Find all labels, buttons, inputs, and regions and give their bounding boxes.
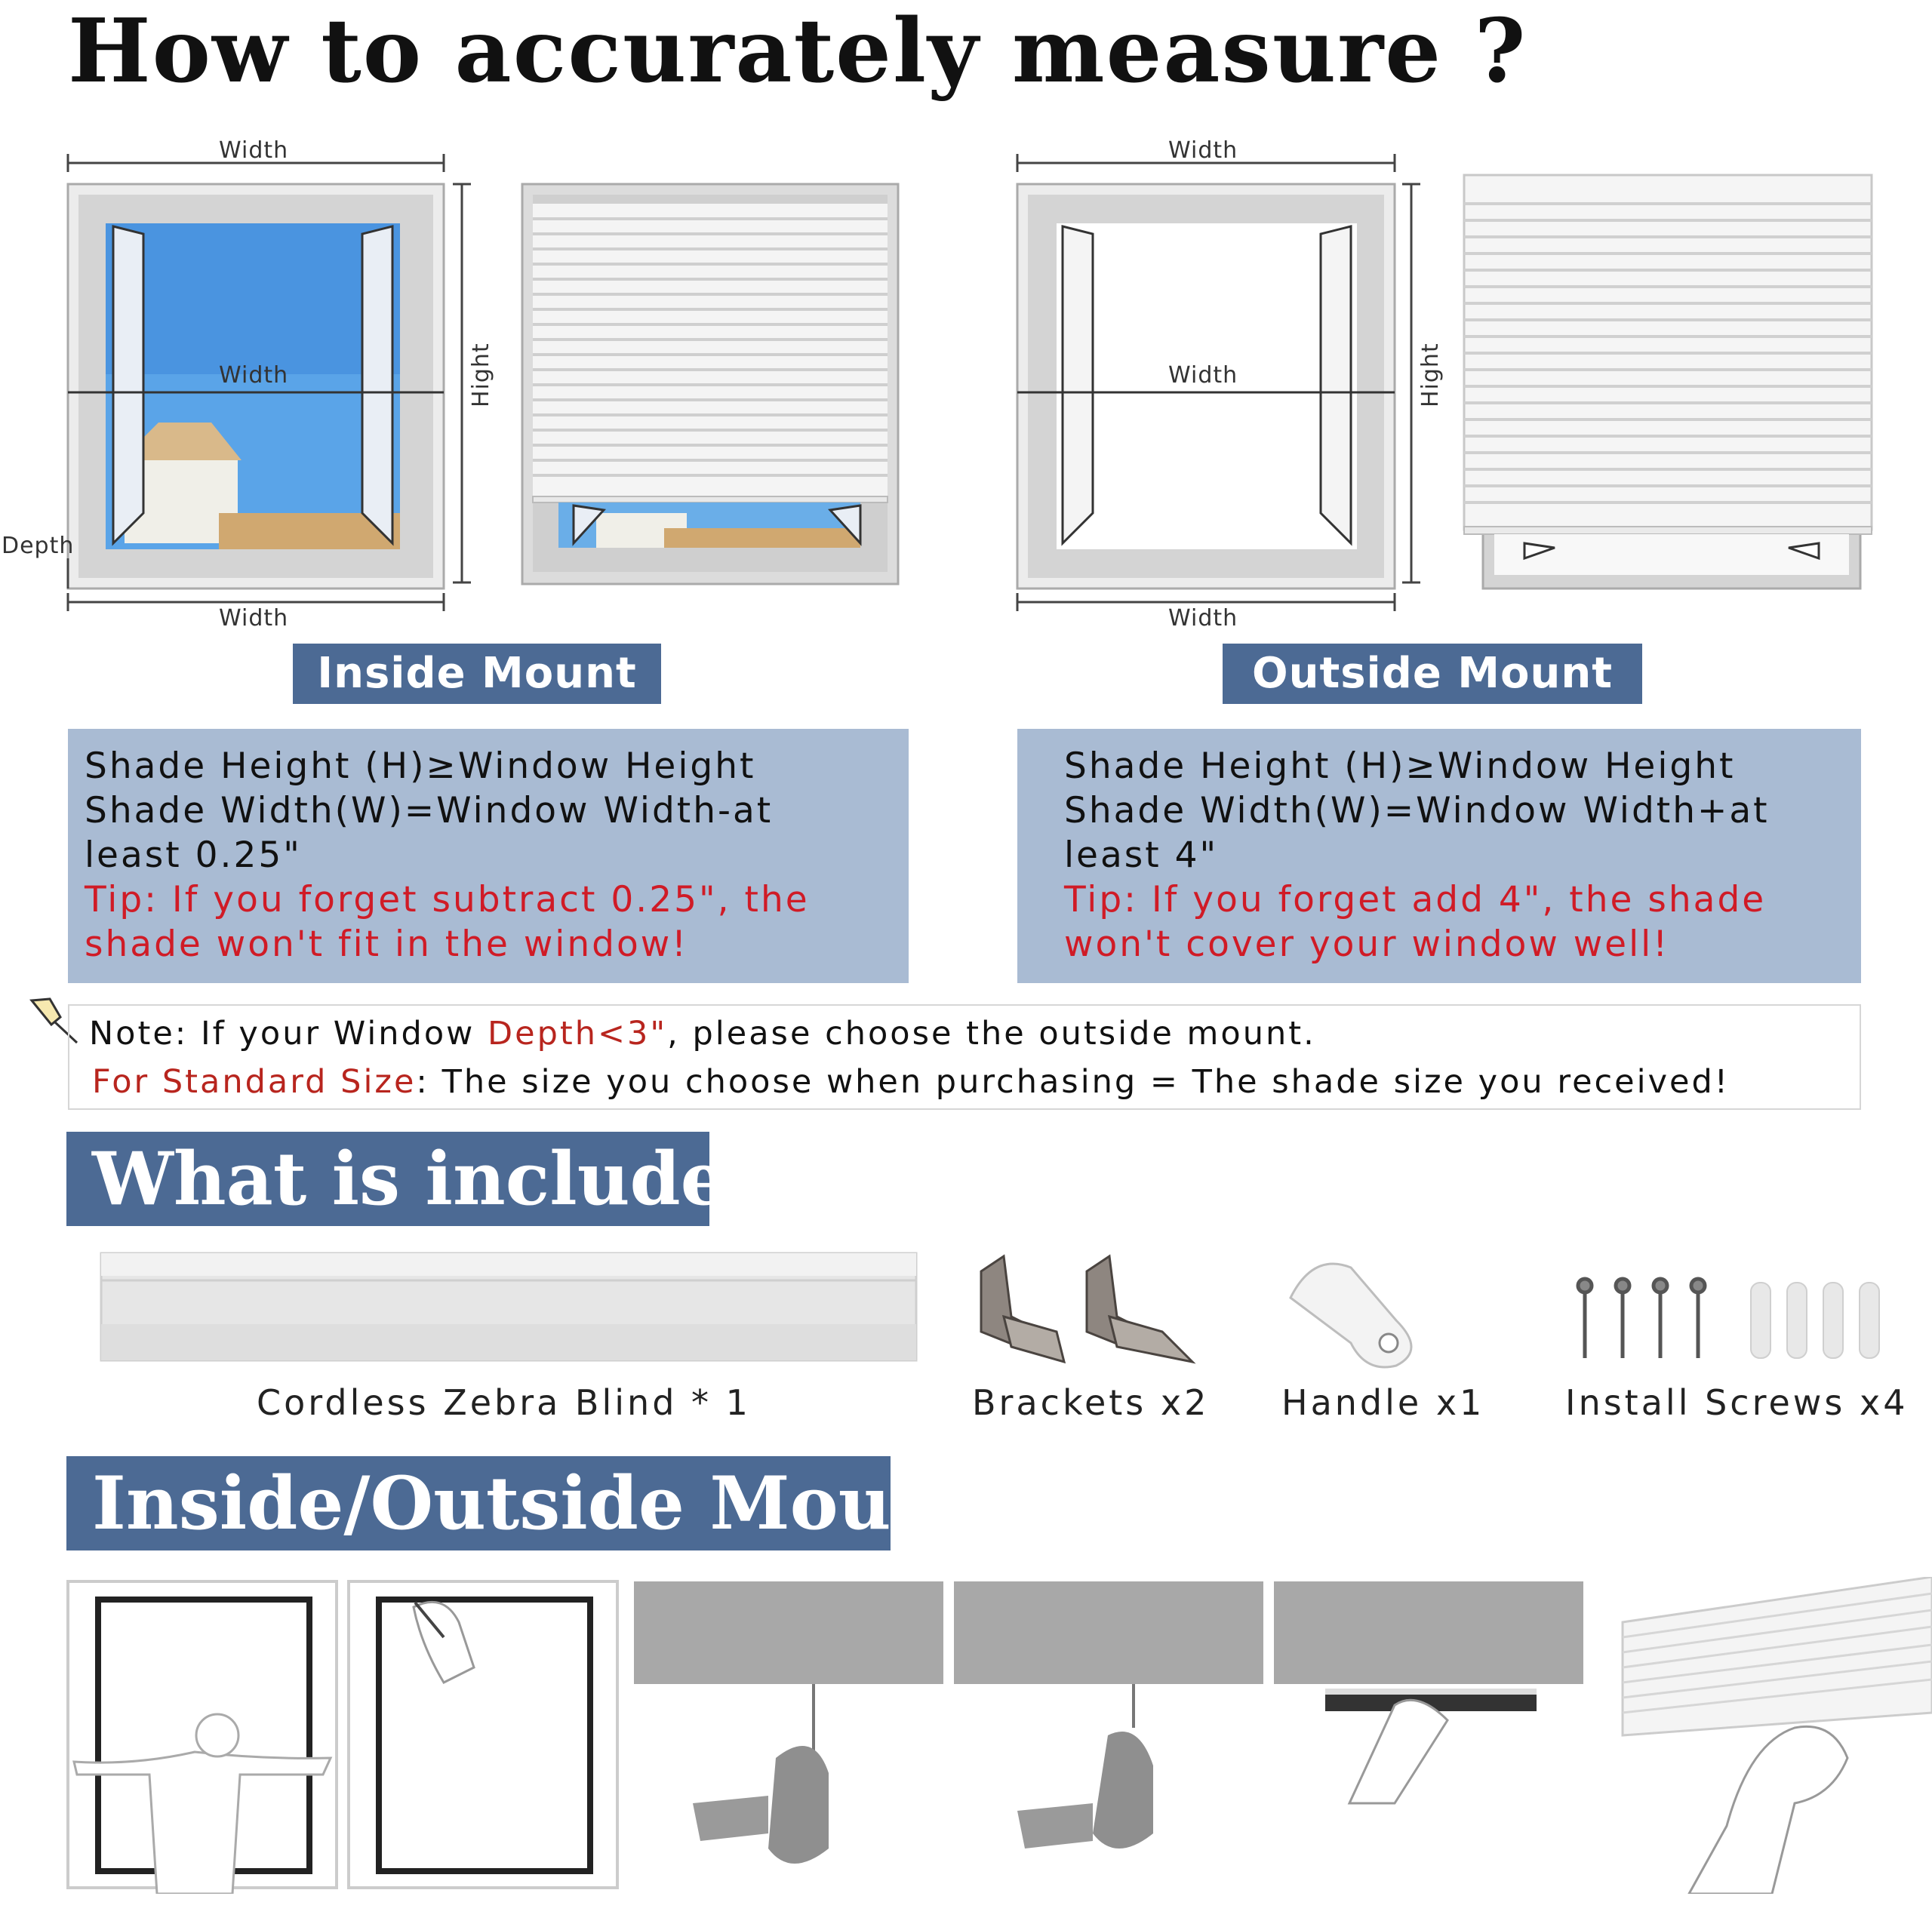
outside-mount-info: [1017, 729, 1861, 983]
note-suffix: , please choose the outside mount.: [667, 1015, 1316, 1053]
inside-line1: Shade Height (H)≥Window Height: [85, 745, 756, 787]
inside-mount-info: [68, 729, 909, 983]
width-label-bottom: Width: [219, 605, 289, 632]
inside-line3: least 0.25": [85, 834, 302, 876]
handle-image: [1283, 1252, 1434, 1381]
inside-tip-line1: Tip: If you forget subtract 0.25", the: [85, 879, 810, 920]
note-line2: [92, 1063, 1730, 1101]
outside-width-label-bottom: Width: [1168, 605, 1238, 632]
install-heading: Inside/Outside Mount: [66, 1456, 891, 1550]
note-box: [68, 1004, 1861, 1110]
note-prefix: Note: If your Window: [89, 1015, 488, 1053]
install-step-3: [634, 1581, 943, 1864]
outside-line2: Shade Width(W)=Window Width+at: [1064, 790, 1770, 831]
outside-tip-line2: won't cover your window well!: [1064, 924, 1670, 965]
standard-size-text: : The size you choose when purchasing = The shade size you received!: [416, 1063, 1730, 1101]
item-label-handle: Handle x1: [1281, 1382, 1485, 1423]
outside-mount-diagrams: [981, 136, 1932, 649]
brackets-image: [966, 1249, 1208, 1384]
note-line1: [89, 1015, 1316, 1053]
height-label: Hight: [468, 343, 494, 407]
install-step-4: [954, 1581, 1263, 1849]
page-title: How to accurately measure ?: [68, 0, 1527, 103]
install-step-6: [1623, 1577, 1932, 1894]
width-label-middle: Width: [219, 362, 289, 389]
outside-tip-line1: Tip: If you forget add 4", the shade: [1064, 879, 1767, 920]
screws-image: [1562, 1275, 1894, 1373]
inside-mount-badge: Inside Mount: [293, 644, 661, 704]
outside-line3: least 4": [1064, 834, 1219, 876]
item-label-blind: Cordless Zebra Blind * 1: [257, 1382, 751, 1423]
inside-tip-line2: shade won't fit in the window!: [85, 924, 689, 965]
item-label-brackets: Brackets x2: [972, 1382, 1210, 1423]
outside-width-label-middle: Width: [1168, 362, 1238, 389]
outside-height-label: Hight: [1417, 343, 1444, 407]
width-label-top: Width: [219, 137, 289, 164]
install-step-2: [349, 1581, 617, 1888]
included-heading: What is included: [66, 1132, 709, 1226]
item-label-screws: Install Screws x4: [1565, 1382, 1909, 1423]
standard-size-label: For Standard Size: [92, 1063, 417, 1101]
blind-rail-image: [98, 1249, 928, 1369]
install-steps-illustration: [66, 1577, 1932, 1894]
depth-label: Depth: [2, 533, 75, 559]
install-step-5: [1274, 1581, 1583, 1803]
inside-line2: Shade Width(W)=Window Width-at: [85, 790, 774, 831]
outside-line1: Shade Height (H)≥Window Height: [1064, 745, 1736, 787]
note-depth-highlight: Depth<3": [488, 1015, 668, 1053]
install-step-1: [68, 1581, 337, 1894]
outside-width-label-top: Width: [1168, 137, 1238, 164]
outside-mount-badge: Outside Mount: [1223, 644, 1642, 704]
